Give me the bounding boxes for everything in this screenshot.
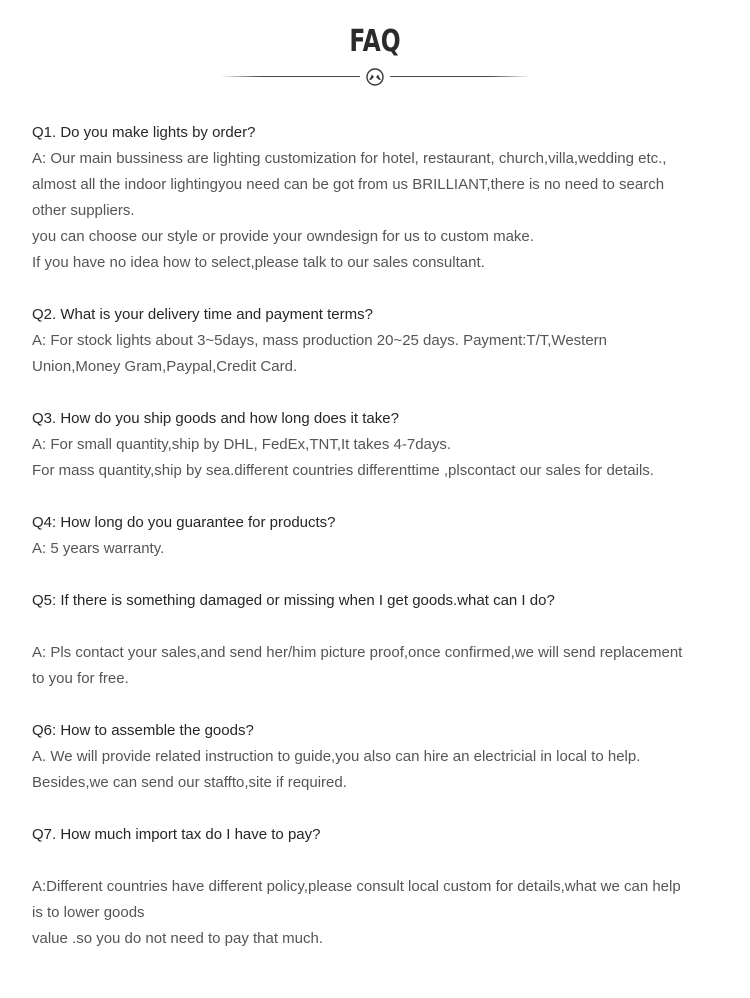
faq-question: Q3. How do you ship goods and how long does it take? bbox=[32, 410, 399, 427]
faq-question: Q4: How long do you guarantee for products? bbox=[32, 514, 336, 531]
faq-question: Q2. What is your delivery time and payment terms? bbox=[32, 306, 373, 323]
faq-answer-line: to you for free. bbox=[32, 670, 129, 687]
faq-answer-line: If you have no idea how to select,please talk to our sales consultant. bbox=[32, 254, 485, 271]
faq-answer-line: A: For stock lights about 3~5days, mass production 20~25 days. Payment:T/T,Western bbox=[32, 332, 608, 349]
faq-answer-line: you can choose our style or provide your owndesign for us to custom make. bbox=[32, 228, 534, 245]
spacer bbox=[32, 614, 732, 640]
spacer bbox=[32, 796, 732, 822]
spacer bbox=[32, 848, 732, 874]
faq-answer-line: value .so you do not need to pay that much. bbox=[32, 930, 324, 947]
faq-item-q6 bbox=[32, 718, 732, 796]
divider-fade-left bbox=[220, 76, 260, 77]
faq-question: Q5: If there is something damaged or missing when I get goods.what can I do? bbox=[32, 592, 555, 609]
faq-answer-line: A: Our main bussiness are lighting customization for hotel, restaurant, church,villa,wedding etc., bbox=[32, 150, 667, 167]
mountain-emblem-icon bbox=[366, 68, 384, 86]
faq-item-q3 bbox=[32, 406, 732, 484]
faq-answer-line: Besides,we can send our staffto,site if required. bbox=[32, 774, 347, 791]
faq-question: Q7. How much import tax do I have to pay? bbox=[32, 826, 321, 843]
faq-item-q2 bbox=[32, 302, 732, 380]
faq-item-q5 bbox=[32, 588, 732, 692]
faq-list bbox=[32, 120, 732, 952]
divider-fade-right bbox=[490, 76, 530, 77]
page-title: FAQ bbox=[349, 24, 401, 59]
faq-item-q7 bbox=[32, 822, 732, 952]
spacer bbox=[32, 562, 732, 588]
spacer bbox=[32, 276, 732, 302]
faq-answer-line: is to lower goods bbox=[32, 904, 145, 921]
faq-question: Q6: How to assemble the goods? bbox=[32, 722, 254, 739]
faq-answer-line: Union,Money Gram,Paypal,Credit Card. bbox=[32, 358, 298, 375]
faq-item-q1 bbox=[32, 120, 732, 276]
faq-answer-line: A: 5 years warranty. bbox=[32, 540, 165, 557]
faq-question: Q1. Do you make lights by order? bbox=[32, 124, 256, 141]
faq-item-q4 bbox=[32, 510, 732, 562]
spacer bbox=[32, 380, 732, 406]
faq-answer-line: A: Pls contact your sales,and send her/him picture proof,once confirmed,we will send replacement bbox=[32, 644, 683, 661]
faq-answer-line: A:Different countries have different policy,please consult local custom for details,what we can help bbox=[32, 878, 681, 895]
spacer bbox=[32, 484, 732, 510]
spacer bbox=[32, 692, 732, 718]
faq-answer-line: other suppliers. bbox=[32, 202, 135, 219]
faq-answer-line: almost all the indoor lightingyou need can be got from us BRILLIANT,there is no need to search bbox=[32, 176, 665, 193]
faq-answer-line: A. We will provide related instruction to guide,you also can hire an electricial in local to help. bbox=[32, 748, 641, 765]
faq-header bbox=[0, 0, 750, 100]
faq-answer-line: For mass quantity,ship by sea.different countries differenttime ,plscontact our sales for details. bbox=[32, 462, 654, 479]
faq-answer-line: A: For small quantity,ship by DHL, FedEx,TNT,It takes 4-7days. bbox=[32, 436, 452, 453]
